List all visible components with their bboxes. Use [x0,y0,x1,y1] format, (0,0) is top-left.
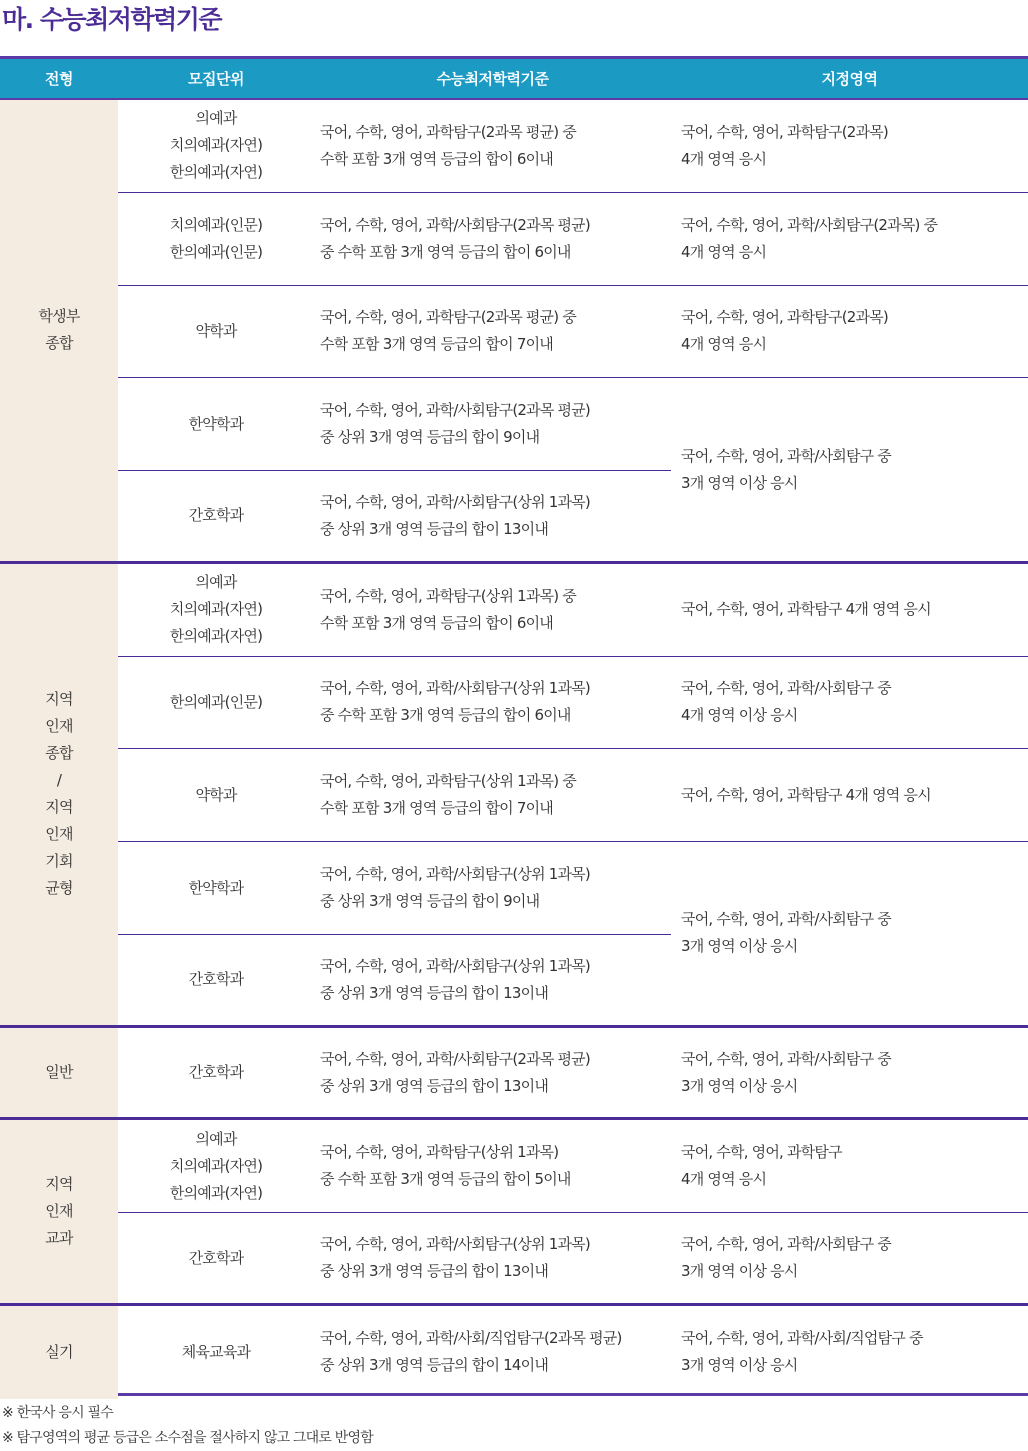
unit-cell: 한약학과 [118,842,314,935]
criteria-cell: 국어, 수학, 영어, 과학/사회탐구(상위 1과목) 중 상위 3개 영역 등급의 합이 13이내 [314,471,671,564]
area-cell: 국어, 수학, 영어, 과학탐구 4개 영역 응시 [671,1120,1028,1213]
criteria-cell: 국어, 수학, 영어, 과학/사회탐구(2과목 평균) 중 상위 3개 영역 등급의 합이 9이내 [314,378,671,471]
unit-cell: 의예과 치의예과(자연) 한의예과(자연) [118,1120,314,1213]
area-cell: 국어, 수학, 영어, 과학/사회탐구 중 3개 영역 이상 응시 [671,378,1028,564]
criteria-cell: 국어, 수학, 영어, 과학탐구(2과목 평균) 중 수학 포함 3개 영역 등급의 합이 6이내 [314,100,671,193]
criteria-cell: 국어, 수학, 영어, 과학/사회탐구(2과목 평균) 중 수학 포함 3개 영역 등급의 합이 6이내 [314,193,671,286]
section-title: 마. 수능최저학력기준 [2,5,222,34]
criteria-cell: 국어, 수학, 영어, 과학/사회탐구(상위 1과목) 중 상위 3개 영역 등급의 합이 9이내 [314,842,671,935]
header-type: 전형 [0,59,118,100]
criteria-cell: 국어, 수학, 영어, 과학/사회탐구(상위 1과목) 중 상위 3개 영역 등급의 합이 13이내 [314,935,671,1028]
criteria-cell: 국어, 수학, 영어, 과학탐구(상위 1과목) 중 수학 포함 3개 영역 등급의 합이 7이내 [314,749,671,842]
admission-type-cell: 지역 인재 종합 / 지역 인재 기회 균형 [0,564,118,1028]
unit-cell: 간호학과 [118,471,314,564]
unit-cell: 약학과 [118,749,314,842]
unit-cell: 한약학과 [118,378,314,471]
area-cell: 국어, 수학, 영어, 과학/사회탐구(2과목) 중 4개 영역 응시 [671,193,1028,286]
area-cell: 국어, 수학, 영어, 과학탐구 4개 영역 응시 [671,564,1028,657]
criteria-table [0,56,1028,1396]
admission-type-cell: 일반 [0,1028,118,1121]
area-cell: 국어, 수학, 영어, 과학탐구(2과목) 4개 영역 응시 [671,286,1028,379]
unit-cell: 의예과 치의예과(자연) 한의예과(자연) [118,100,314,193]
unit-cell: 치의예과(인문) 한의예과(인문) [118,193,314,286]
criteria-cell: 국어, 수학, 영어, 과학/사회/직업탐구(2과목 평균) 중 상위 3개 영역 등급의 합이 14이내 [320,1329,622,1375]
header-criteria: 수능최저학력기준 [314,59,671,100]
area-cell: 국어, 수학, 영어, 과학/사회탐구 중 3개 영역 이상 응시 [671,1213,1028,1306]
area-cell: 국어, 수학, 영어, 과학/사회/직업탐구 중 3개 영역 이상 응시 [681,1329,923,1375]
footnotes [2,1401,373,1451]
area-cell: 국어, 수학, 영어, 과학탐구(2과목) 4개 영역 응시 [671,100,1028,193]
criteria-cell: 국어, 수학, 영어, 과학탐구(상위 1과목) 중 수학 포함 3개 영역 등급의 합이 5이내 [314,1120,671,1213]
unit-cell: 간호학과 [118,935,314,1028]
admission-type-cell: 학생부 종합 [0,100,118,564]
area-cell: 국어, 수학, 영어, 과학/사회탐구 중 4개 영역 이상 응시 [671,657,1028,750]
admission-type-cell: 지역 인재 교과 [0,1120,118,1306]
unit-cell: 한의예과(인문) [118,657,314,750]
admission-type-cell: 실기 [0,1306,118,1399]
footnote: ※ 탐구영역의 평균 등급은 소수점을 절사하지 않고 그대로 반영함 [2,1430,373,1446]
criteria-cell: 국어, 수학, 영어, 과학탐구(2과목 평균) 중 수학 포함 3개 영역 등급의 합이 7이내 [314,286,671,379]
criteria-cell: 국어, 수학, 영어, 과학/사회탐구(2과목 평균) 중 상위 3개 영역 등급의 합이 13이내 [314,1028,671,1121]
area-cell: 국어, 수학, 영어, 과학/사회탐구 중 3개 영역 이상 응시 [671,1028,1028,1121]
unit-cell: 약학과 [118,286,314,379]
criteria-cell: 국어, 수학, 영어, 과학/사회탐구(상위 1과목) 중 상위 3개 영역 등급의 합이 13이내 [314,1213,671,1306]
header-unit: 모집단위 [118,59,314,100]
unit-cell: 의예과 치의예과(자연) 한의예과(자연) [118,564,314,657]
unit-cell: 체육교육과 [181,1342,251,1361]
unit-cell: 간호학과 [118,1213,314,1306]
area-cell: 국어, 수학, 영어, 과학/사회탐구 중 3개 영역 이상 응시 [671,842,1028,1028]
criteria-cell: 국어, 수학, 영어, 과학/사회탐구(상위 1과목) 중 수학 포함 3개 영역 등급의 합이 6이내 [314,657,671,750]
area-cell: 국어, 수학, 영어, 과학탐구 4개 영역 응시 [671,749,1028,842]
header-area: 지정영역 [671,59,1028,100]
criteria-cell: 국어, 수학, 영어, 과학탐구(상위 1과목) 중 수학 포함 3개 영역 등급의 합이 6이내 [314,564,671,657]
footnote: ※ 한국사 응시 필수 [2,1405,113,1421]
unit-cell: 간호학과 [118,1028,314,1121]
